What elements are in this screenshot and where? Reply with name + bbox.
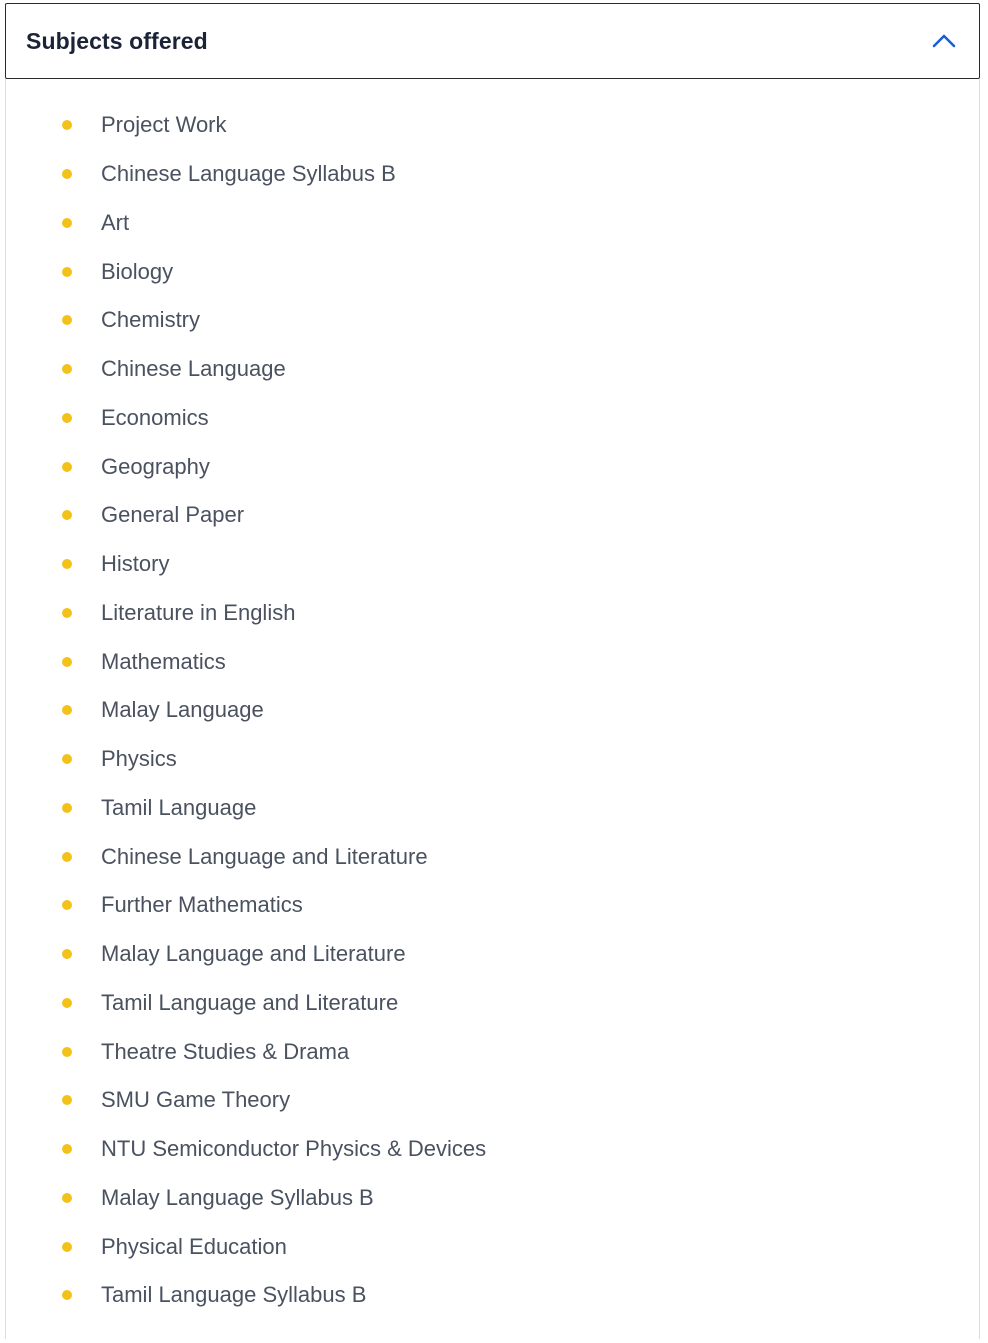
subject-label: Art [101, 209, 130, 235]
subject-label: Physical Education [101, 1233, 287, 1259]
subject-label: Chemistry [101, 307, 201, 333]
list-item [6, 199, 979, 248]
bullet-icon [62, 559, 72, 569]
subject-label: General Paper [101, 502, 245, 528]
subject-label: Project Work [101, 112, 227, 138]
list-item [6, 1222, 979, 1271]
subject-list [6, 101, 979, 1320]
subject-label: Mathematics [101, 648, 226, 674]
subject-label: Physics [101, 746, 177, 772]
bullet-icon [62, 803, 72, 813]
list-item [6, 247, 979, 296]
list-item [6, 150, 979, 199]
bullet-icon [62, 1095, 72, 1105]
bullet-icon [62, 657, 72, 667]
list-item [6, 637, 979, 686]
subject-label: Chinese Language [101, 356, 286, 382]
subject-label: Chinese Language Syllabus B [101, 161, 396, 187]
chevron-up-icon[interactable] [931, 32, 957, 50]
list-item [6, 686, 979, 735]
bullet-icon [62, 1144, 72, 1154]
list-item [6, 345, 979, 394]
list-item [6, 491, 979, 540]
bullet-icon [62, 364, 72, 374]
subject-label: Geography [101, 453, 210, 479]
subject-label: Literature in English [101, 599, 296, 625]
list-item [6, 1271, 979, 1320]
bullet-icon [62, 608, 72, 618]
subject-label: Tamil Language and Literature [101, 989, 399, 1015]
bullet-icon [62, 1193, 72, 1203]
list-item [6, 832, 979, 881]
bullet-icon [62, 1047, 72, 1057]
list-item [6, 442, 979, 491]
bullet-icon [62, 120, 72, 130]
bullet-icon [62, 852, 72, 862]
subject-label: SMU Game Theory [101, 1087, 291, 1113]
subject-label: Chinese Language and Literature [101, 843, 428, 869]
subject-label: Malay Language Syllabus B [101, 1184, 374, 1210]
bullet-icon [62, 998, 72, 1008]
subject-label: NTU Semiconductor Physics & Devices [101, 1136, 487, 1162]
subject-label: Malay Language and Literature [101, 941, 406, 967]
bullet-icon [62, 169, 72, 179]
bullet-icon [62, 900, 72, 910]
bullet-icon [62, 510, 72, 520]
bullet-icon [62, 705, 72, 715]
subject-label: Tamil Language Syllabus B [101, 1282, 367, 1308]
bullet-icon [62, 1242, 72, 1252]
list-item [6, 979, 979, 1028]
bullet-icon [62, 413, 72, 423]
accordion-header[interactable] [5, 3, 980, 79]
subject-label: Economics [101, 404, 209, 430]
bullet-icon [62, 949, 72, 959]
list-item [6, 1174, 979, 1223]
list-item [6, 540, 979, 589]
subject-label: Biology [101, 258, 174, 284]
bullet-icon [62, 754, 72, 764]
list-item [6, 394, 979, 443]
bullet-icon [62, 218, 72, 228]
list-item [6, 1125, 979, 1174]
accordion-title: Subjects offered [26, 27, 208, 54]
accordion-body [5, 79, 980, 1339]
subject-label: Tamil Language [101, 794, 257, 820]
list-item [6, 296, 979, 345]
list-item [6, 1027, 979, 1076]
list-item [6, 589, 979, 638]
list-item [6, 735, 979, 784]
bullet-icon [62, 462, 72, 472]
list-item [6, 930, 979, 979]
bullet-icon [62, 1290, 72, 1300]
subjects-accordion [5, 3, 980, 1343]
subject-label: Malay Language [101, 697, 264, 723]
list-item [6, 1076, 979, 1125]
list-item [6, 784, 979, 833]
subject-label: Further Mathematics [101, 892, 303, 918]
list-item [6, 101, 979, 150]
list-item [6, 881, 979, 930]
subject-label: History [101, 551, 170, 577]
bullet-icon [62, 315, 72, 325]
subject-label: Theatre Studies & Drama [101, 1038, 350, 1064]
bullet-icon [62, 267, 72, 277]
